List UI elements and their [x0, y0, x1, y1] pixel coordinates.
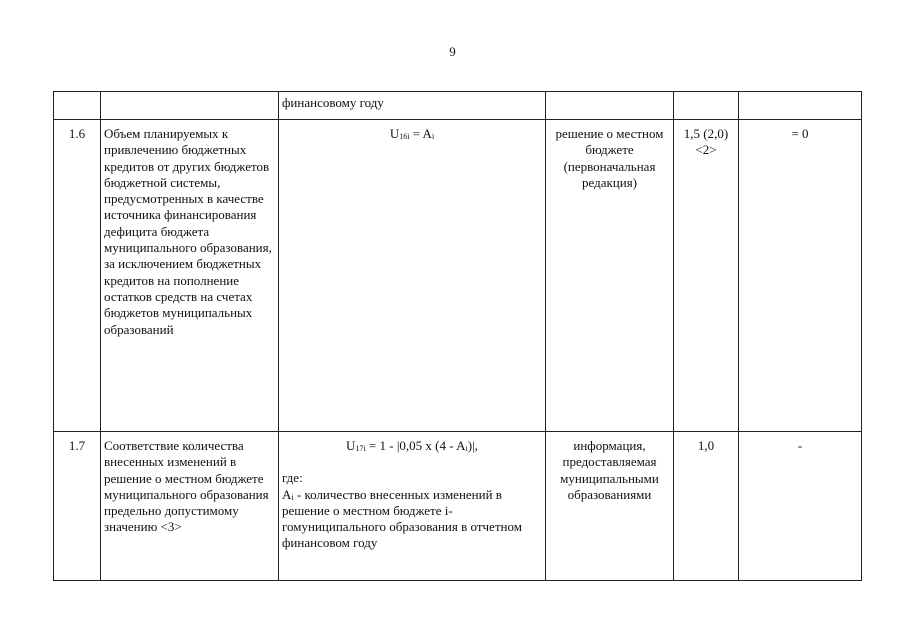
cell-description	[101, 92, 279, 120]
row-target: -	[739, 432, 862, 581]
formula-line: $U_{17i} = 1 - |0,05$ x $(4 - A_i)|$,	[346, 438, 478, 453]
row-number: 1.7	[54, 432, 101, 581]
row-formula	[279, 432, 546, 581]
row-target: = 0	[739, 120, 862, 432]
cell-formula	[279, 92, 546, 120]
cell-target	[739, 92, 862, 120]
indicators-table	[53, 91, 862, 581]
where-definition: $A_i$ - количество внесенных изменений в решение о местном бюджете i-гомуниципального образования в отчетном финансовом году	[282, 486, 522, 551]
table-row	[54, 120, 862, 432]
row-description: Соответствие количества внесенных изменений в решение о местном бюджете муниципального образования предельно допустимому значению <3>	[101, 432, 279, 581]
cell-source	[546, 92, 674, 120]
row-source: информация, предоставляемая муниципальными образованиями	[546, 432, 674, 581]
row-number: 1.6	[54, 120, 101, 432]
row-formula: $U_{16i} = A_i$	[279, 120, 546, 432]
where-label: где:	[282, 470, 303, 486]
page-number: 9	[449, 44, 456, 59]
table-row	[54, 432, 862, 581]
continuation-text: финансовому году	[282, 95, 384, 110]
row-source: решение о местном бюджете (первоначальная редакция)	[546, 120, 674, 432]
table-row-continuation	[54, 92, 862, 120]
cell-weight	[674, 92, 739, 120]
row-weight: 1,5 (2,0) <2>	[674, 120, 739, 432]
cell-num	[54, 92, 101, 120]
row-description: Объем планируемых к привлечению бюджетных кредитов от других бюджетов бюджетной системы, предусмотренных в качестве источника финансирования дефицита бюджета муниципального образования, за исключением бюджетных кредитов на пополнение остатков средств на счетах бюджетов муниципальных образований	[101, 120, 279, 432]
row-weight: 1,0	[674, 432, 739, 581]
